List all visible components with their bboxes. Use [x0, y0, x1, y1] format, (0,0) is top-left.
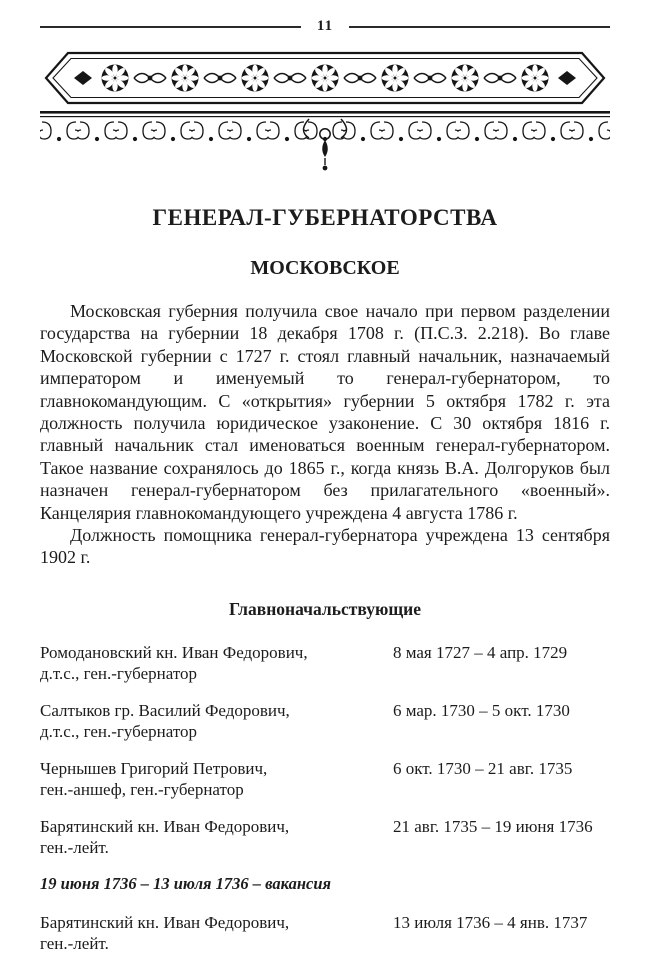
official-dates: 8 мая 1727 – 4 апр. 1729	[393, 642, 568, 662]
section-title: МОСКОВСКОЕ	[250, 257, 400, 279]
official-rank-line: д.т.с., ген.-губернатор	[40, 721, 198, 741]
header-rule-left	[40, 26, 301, 28]
official-name-block	[40, 816, 393, 858]
official-entry	[40, 912, 610, 954]
official-name-line: Ромодановский кн. Иван Федорович,	[40, 642, 308, 662]
official-name-line: Салтыков гр. Василий Федорович,	[40, 700, 290, 720]
body-text	[40, 300, 610, 569]
page-number: 11	[316, 18, 334, 34]
header-ornaments	[40, 49, 610, 175]
official-name-line: Барятинский кн. Иван Федорович,	[40, 912, 290, 932]
page-title: ГЕНЕРАЛ-ГУБЕРНАТОРСТВА	[152, 205, 498, 230]
official-name-block	[40, 912, 393, 954]
official-entry	[40, 758, 610, 800]
officials-list	[40, 642, 610, 954]
official-rank-line: ген.-аншеф, ген.-губернатор	[40, 779, 244, 799]
body-paragraph: Должность помощника генерал-губернатора учреждена 13 сентября 1902 г.	[40, 525, 610, 568]
official-dates: 6 мар. 1730 – 5 окт. 1730	[393, 700, 570, 720]
vacancy-note: 19 июня 1736 – 13 июля 1736 – вакансия	[40, 873, 332, 893]
official-rank-line: ген.-лейт.	[40, 933, 109, 953]
official-dates: 13 июля 1736 – 4 янв. 1737	[393, 912, 588, 932]
official-name-line: Чернышев Григорий Петрович,	[40, 758, 268, 778]
official-name-block	[40, 700, 393, 742]
official-entry	[40, 816, 610, 858]
officials-list-heading: Главноначальствующие	[229, 598, 421, 619]
body-paragraph: Московская губерния получила свое начало при первом разделении государства на губернии 18 декабря 1708 г. (П.С.З. 2.218). Во главе Московской губернии с 1727 г. стоял главный начальник, назначаемый императором и именуемый то генерал-губернатором, то главнокомандующим. С «открытия» губернии 5 октября 1782 г. эта должность получила юридическое узаконение. С 30 октября 1816 г. главный начальник стал именоваться военным генерал-губернатором. Такое название сохранялось до 1865 г., когда князь В.А. Долгоруков был назначен генерал-губернатором без прилагательного «военный». Канцелярия главнокомандующего учреждена 4 августа 1786 г.	[40, 301, 610, 523]
official-name-block	[40, 758, 393, 800]
lace-ornament-band-icon	[40, 111, 610, 175]
official-rank-line: д.т.с., ген.-губернатор	[40, 663, 198, 683]
floral-ornament-band-icon	[40, 49, 610, 107]
official-dates: 21 авг. 1735 – 19 июня 1736	[393, 816, 593, 836]
official-name-line: Барятинский кн. Иван Федорович,	[40, 816, 290, 836]
header-rule-right	[349, 26, 610, 28]
official-entry	[40, 642, 610, 684]
official-dates: 6 окт. 1730 – 21 авг. 1735	[393, 758, 573, 778]
page-header	[40, 0, 610, 35]
official-rank-line: ген.-лейт.	[40, 837, 109, 857]
official-name-block	[40, 642, 393, 684]
official-entry	[40, 700, 610, 742]
